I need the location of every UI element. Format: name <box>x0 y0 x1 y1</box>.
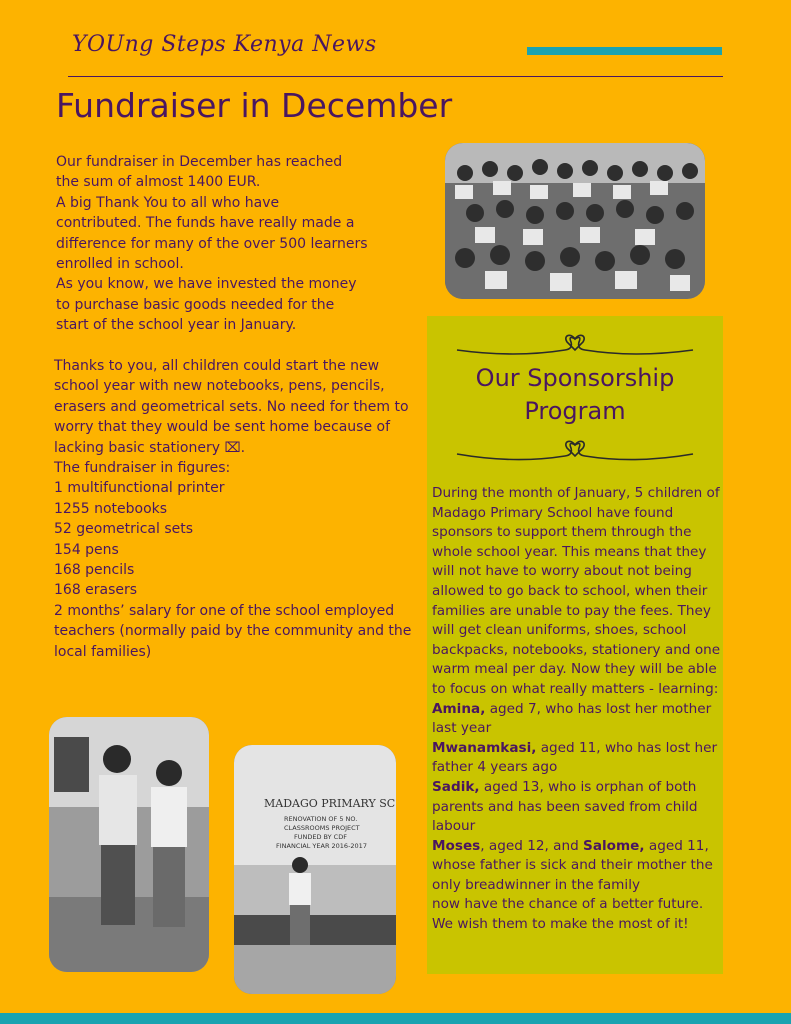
text-line: Madago Primary School have found <box>432 504 674 521</box>
bottom-accent-bar <box>0 1013 791 1024</box>
text-line: the sum of almost 1400 EUR. <box>56 174 261 191</box>
text-line: will get clean uniforms, shoes, school <box>432 622 687 639</box>
child-detail: , aged 12, and <box>480 837 584 854</box>
text-line: to focus on what really matters - learning: <box>432 680 719 697</box>
text-line: labour <box>432 818 476 835</box>
school-sign-line: CLASSROOMS PROJECT <box>284 824 360 832</box>
text-line: We wish them to make the most of it! <box>432 916 689 933</box>
child-detail: aged 11, who has lost her <box>536 739 718 756</box>
text-line: sponsors to support them through the <box>432 524 692 541</box>
school-sign-line: FINANCIAL YEAR 2016-2017 <box>276 842 367 850</box>
sponsorship-text <box>432 484 722 935</box>
text-line: Thanks to you, all children could start the new <box>54 358 380 374</box>
text-line: As you know, we have invested the money <box>56 276 357 293</box>
learners-group-photo <box>445 143 705 299</box>
text-line: A big Thank You to all who have <box>56 194 280 211</box>
school-sign-title: MADAGO PRIMARY SC <box>264 797 396 810</box>
text-line: 168 pencils <box>54 562 135 579</box>
text-line: The fundraiser in figures: <box>54 460 231 477</box>
text-line: local families) <box>54 643 152 660</box>
text-line: last year <box>432 720 492 737</box>
child-name: Mwanamkasi, <box>432 739 537 756</box>
text-line: warm meal per day. Now they will be able <box>432 661 717 678</box>
text-line: start of the school year in January. <box>56 317 297 334</box>
text-line: allowed to go back to school, when their <box>432 582 708 599</box>
text-line: erasers and geometrical sets. No need for them to <box>54 398 409 415</box>
text-line: Our fundraiser in December has reached <box>56 154 343 170</box>
child-name: Sadik, <box>432 778 480 795</box>
child-entry <box>432 739 722 759</box>
text-line: 2 months’ salary for one of the school employed <box>54 602 395 619</box>
text-line: 1255 notebooks <box>54 500 168 517</box>
fundraiser-figures-text <box>54 356 416 662</box>
two-boys-photo <box>49 717 209 972</box>
text-line: enrolled in school. <box>56 256 184 273</box>
text-line: only breadwinner in the family <box>432 876 641 893</box>
text-line: contributed. The funds have really made a <box>56 215 355 232</box>
text-line: now have the chance of a better future. <box>432 896 704 913</box>
text-line: school year with new notebooks, pens, pencils, <box>54 378 385 395</box>
text-line: difference for many of the over 500 learners <box>56 235 368 252</box>
text-line: backpacks, notebooks, stationery and one <box>432 641 721 658</box>
header-divider <box>68 76 723 77</box>
text-line: worry that they would be sent home because of <box>54 419 391 436</box>
text-line: parents and has been saved from child <box>432 798 698 815</box>
sponsorship-panel <box>427 316 723 974</box>
text-line: to purchase basic goods needed for the <box>56 296 335 313</box>
text-line: families are unable to pay the fees. They <box>432 602 711 619</box>
child-detail: aged 7, who has lost her mother <box>485 700 712 717</box>
text-line: 1 multifunctional printer <box>54 480 225 497</box>
sponsorship-title <box>427 362 723 428</box>
text-line: father 4 years ago <box>432 759 558 776</box>
child-entry <box>432 837 722 857</box>
text-line: teachers (normally paid by the community and the <box>54 623 412 640</box>
text-line: 52 geometrical sets <box>54 521 194 538</box>
text-line: 154 pens <box>54 541 119 558</box>
school-building-photo <box>234 745 396 994</box>
sponsorship-title-line: Program <box>524 397 626 425</box>
text-line: whole school year. This means that they <box>432 543 707 560</box>
text-line: 168 erasers <box>54 582 138 599</box>
text-line: lacking basic stationery ⌧. <box>54 439 246 456</box>
child-name: Moses <box>432 837 481 854</box>
fundraiser-intro-text <box>56 152 376 336</box>
heart-flourish-icon <box>455 440 695 470</box>
sponsorship-title-line: Our Sponsorship <box>475 364 675 392</box>
top-accent-bar <box>527 47 722 55</box>
text-line: will not have to worry about not being <box>432 563 692 580</box>
masthead-title: YOUng Steps Kenya News <box>72 32 377 57</box>
text-line: whose father is sick and their mother the <box>432 857 713 874</box>
text-line: During the month of January, 5 children of <box>432 485 720 501</box>
child-name: Salome, <box>583 837 645 854</box>
child-name: Amina, <box>432 700 486 717</box>
school-sign-line: FUNDED BY CDF <box>294 833 347 841</box>
article-headline: Fundraiser in December <box>56 86 453 125</box>
child-detail: aged 13, who is orphan of both <box>479 778 697 795</box>
heart-flourish-icon <box>455 330 695 360</box>
child-detail: aged 11, <box>644 837 709 854</box>
child-entry <box>432 700 722 720</box>
child-entry <box>432 778 722 798</box>
school-sign-line: RENOVATION OF 5 NO. <box>284 815 358 823</box>
